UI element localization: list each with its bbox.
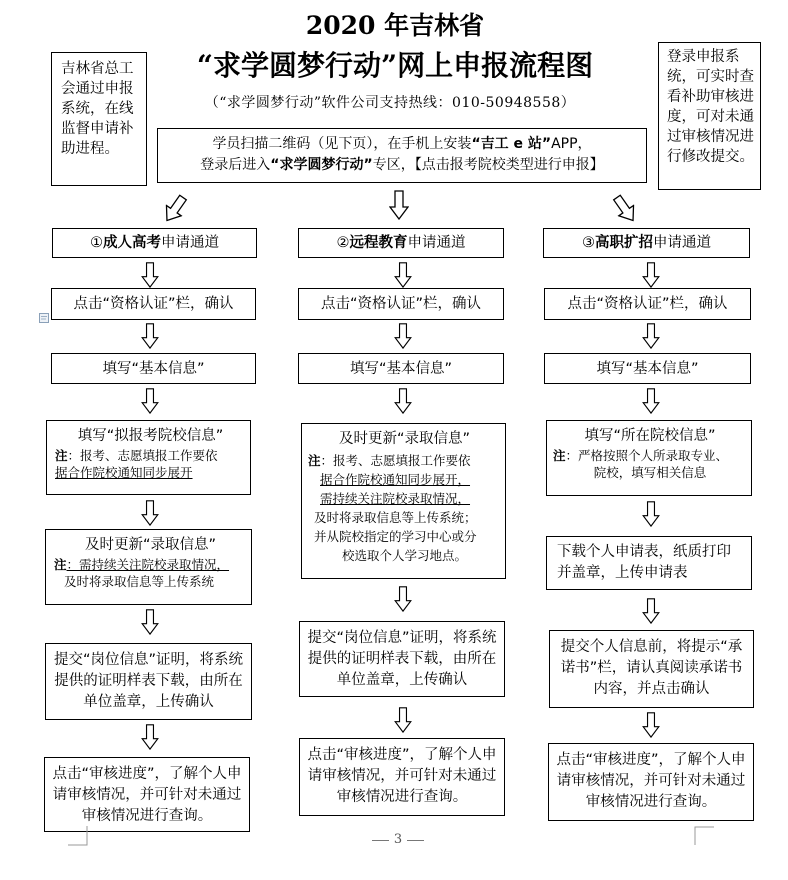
col2-step4-text: 提交“岗位信息”证明，将系统提供的证明样表下载，由所在单位盖章，上传确认 <box>307 630 497 688</box>
arrow-icon <box>140 323 160 349</box>
col2-step2-text: 填写“基本信息” <box>349 361 453 377</box>
side-note-right-text: 登录申报系统，可实时查看补助审核进度，可对未通过审核情况进行修改提交。 <box>667 49 754 165</box>
col2-step3-title: 及时更新“录取信息” <box>338 431 471 447</box>
col2-step-progress <box>299 738 505 816</box>
arrow-diag-left-icon <box>160 192 190 226</box>
col3-step-school-info <box>546 420 752 496</box>
side-note-left <box>51 52 147 186</box>
arrow-icon <box>393 323 413 349</box>
page-number-area <box>372 832 424 848</box>
col1-step4-note-b: 及时将录取信息等上传系统 <box>64 574 215 589</box>
col2-step3-note-d: 及时将录取信息等上传系统； <box>314 510 477 525</box>
col3-step-application-form <box>546 536 752 590</box>
col2-header-bold: 远程教育 <box>349 235 408 251</box>
col3-step-commitment <box>549 630 754 708</box>
col1-step6-text: 点击“审核进度”，了解个人申请审核情况，并可针对未通过审核情况进行查询。 <box>52 766 242 824</box>
intro-zone-name: “求学圆梦行动” <box>270 157 373 173</box>
col3-step5-text: 提交个人信息前，将提示“承诺书”栏，请认真阅读承诺书内容，并点击确认 <box>560 639 743 697</box>
col1-step2-text: 填写“基本信息” <box>102 361 205 377</box>
col1-step5-text: 提交“岗位信息”证明，将系统提供的证明样表下载，由所在单位盖章，上传确认 <box>53 652 244 710</box>
col2-step-admission <box>301 423 506 579</box>
col1-step3-note-a: ：报考、志愿填报工作要依 <box>67 448 218 463</box>
col1-step1-text: 点击“资格认证”栏，确认 <box>73 296 234 312</box>
col3-step4-text: 下载个人申请表，纸质打印并盖章，上传申请表 <box>557 544 731 581</box>
col3-header-num: ③ <box>582 235 595 251</box>
col1-step-basic-info <box>51 353 256 384</box>
title-main: “求学圆梦行动”网上申报流程图 <box>196 49 594 82</box>
col2-step3-note-f: 校选取个人学习地点。 <box>341 548 467 563</box>
col2-step-position <box>299 621 505 697</box>
page-number-dash-left <box>372 840 389 841</box>
col3-header <box>543 228 750 258</box>
col1-header <box>52 228 257 258</box>
col3-step6-text: 点击“审核进度”，了解个人申请审核情况，并可针对未通过审核情况进行查询。 <box>556 752 746 810</box>
col1-step-progress <box>44 757 250 832</box>
arrow-icon <box>641 598 661 624</box>
intro-app-name: “吉工 e 站” <box>471 136 552 152</box>
col2-header-rest: 申请通道 <box>407 235 466 251</box>
col1-step4-title: 及时更新“录取信息” <box>84 537 217 553</box>
arrow-icon <box>393 262 413 288</box>
crop-mark-right-icon <box>694 826 714 846</box>
col3-step3-note-a: ：严格按照个人所录取专业、 <box>565 448 729 463</box>
arrow-icon <box>140 388 160 414</box>
col1-step4-note-label: 注 <box>54 557 67 572</box>
col3-step1-text: 点击“资格认证”栏，确认 <box>567 296 728 312</box>
arrow-icon <box>641 712 661 738</box>
col2-header <box>298 228 504 258</box>
col3-step-qualification <box>544 288 751 320</box>
side-note-right <box>658 42 761 190</box>
col2-step3-note-label: 注 <box>308 453 321 468</box>
small-doc-icon <box>38 312 50 324</box>
col1-header-num: ① <box>90 235 103 251</box>
col2-step3-note-b: 据合作院校通知同步展开， <box>320 472 471 487</box>
arrow-icon <box>140 262 160 288</box>
col2-step3-note-a: ：报考、志愿填报工作要依 <box>320 453 471 468</box>
col2-step1-text: 点击“资格认证”栏，确认 <box>320 296 482 312</box>
col2-step5-text: 点击“审核进度”，了解个人申请审核情况，并可针对未通过审核情况进行查询。 <box>307 747 497 805</box>
arrow-icon <box>641 501 661 527</box>
arrow-icon <box>140 500 160 526</box>
col1-header-bold: 成人高考 <box>103 235 161 251</box>
col2-step3-note-e: 并从院校指定的学习中心或分 <box>314 529 477 544</box>
col3-step2-text: 填写“基本信息” <box>596 361 699 377</box>
side-note-left-text: 吉林省总工会通过申报系统，在线监督申请补助进程。 <box>61 61 134 157</box>
title-year: 2020 年吉林省 <box>305 11 485 40</box>
hotline: （“求学圆梦行动”软件公司支持热线：010-50948558） <box>204 95 576 111</box>
col1-header-rest: 申请通道 <box>161 235 219 251</box>
col2-step-qualification <box>298 288 504 320</box>
col1-step3-title: 填写“拟报考院校信息” <box>77 428 224 444</box>
col1-step3-note-b: 据合作院校通知同步展开 <box>55 465 193 480</box>
col1-step-position <box>45 643 252 720</box>
arrow-down-center-icon <box>389 190 409 220</box>
col1-step3-note-label: 注 <box>55 448 68 463</box>
col3-step3-note-label: 注 <box>553 448 566 463</box>
col2-header-num: ② <box>336 235 350 251</box>
intro-box <box>157 128 647 183</box>
col1-step-school-info <box>46 420 251 495</box>
col1-step-qualification <box>51 288 256 320</box>
arrow-icon <box>140 609 160 635</box>
arrow-icon <box>641 388 661 414</box>
col2-step-basic-info <box>298 353 504 384</box>
arrow-icon <box>641 323 661 349</box>
col3-header-rest: 申请通道 <box>653 235 711 251</box>
col3-step-progress <box>548 743 754 821</box>
intro-text-c: APP， <box>551 136 592 152</box>
col3-step-basic-info <box>544 353 751 384</box>
col3-header-bold: 高职扩招 <box>595 235 653 251</box>
intro-text-f: 专区，【点击报考院校类型进行申报】 <box>372 157 604 173</box>
col1-step-admission <box>45 529 252 605</box>
arrow-icon <box>393 707 413 733</box>
arrow-icon <box>140 724 160 750</box>
arrow-icon <box>641 262 661 288</box>
page-number-dash-right <box>407 840 424 841</box>
intro-text-a: 学员扫描二维码（见下页），在手机上安装 <box>212 136 472 152</box>
col3-step3-note-b: 院校，填写相关信息 <box>593 465 707 480</box>
col1-step4-note-a: ：需持续关注院校录取情况， <box>66 557 230 572</box>
intro-text-d: 登录后进入 <box>200 157 271 173</box>
arrow-icon <box>393 586 413 612</box>
crop-mark-left-icon <box>68 826 88 846</box>
arrow-diag-right-icon <box>610 192 640 226</box>
page-number: 3 <box>393 832 403 847</box>
col2-step3-note-c: 需持续关注院校录取情况， <box>320 491 471 506</box>
col3-step3-title: 填写“所在院校信息” <box>584 428 716 444</box>
arrow-icon <box>393 388 413 414</box>
